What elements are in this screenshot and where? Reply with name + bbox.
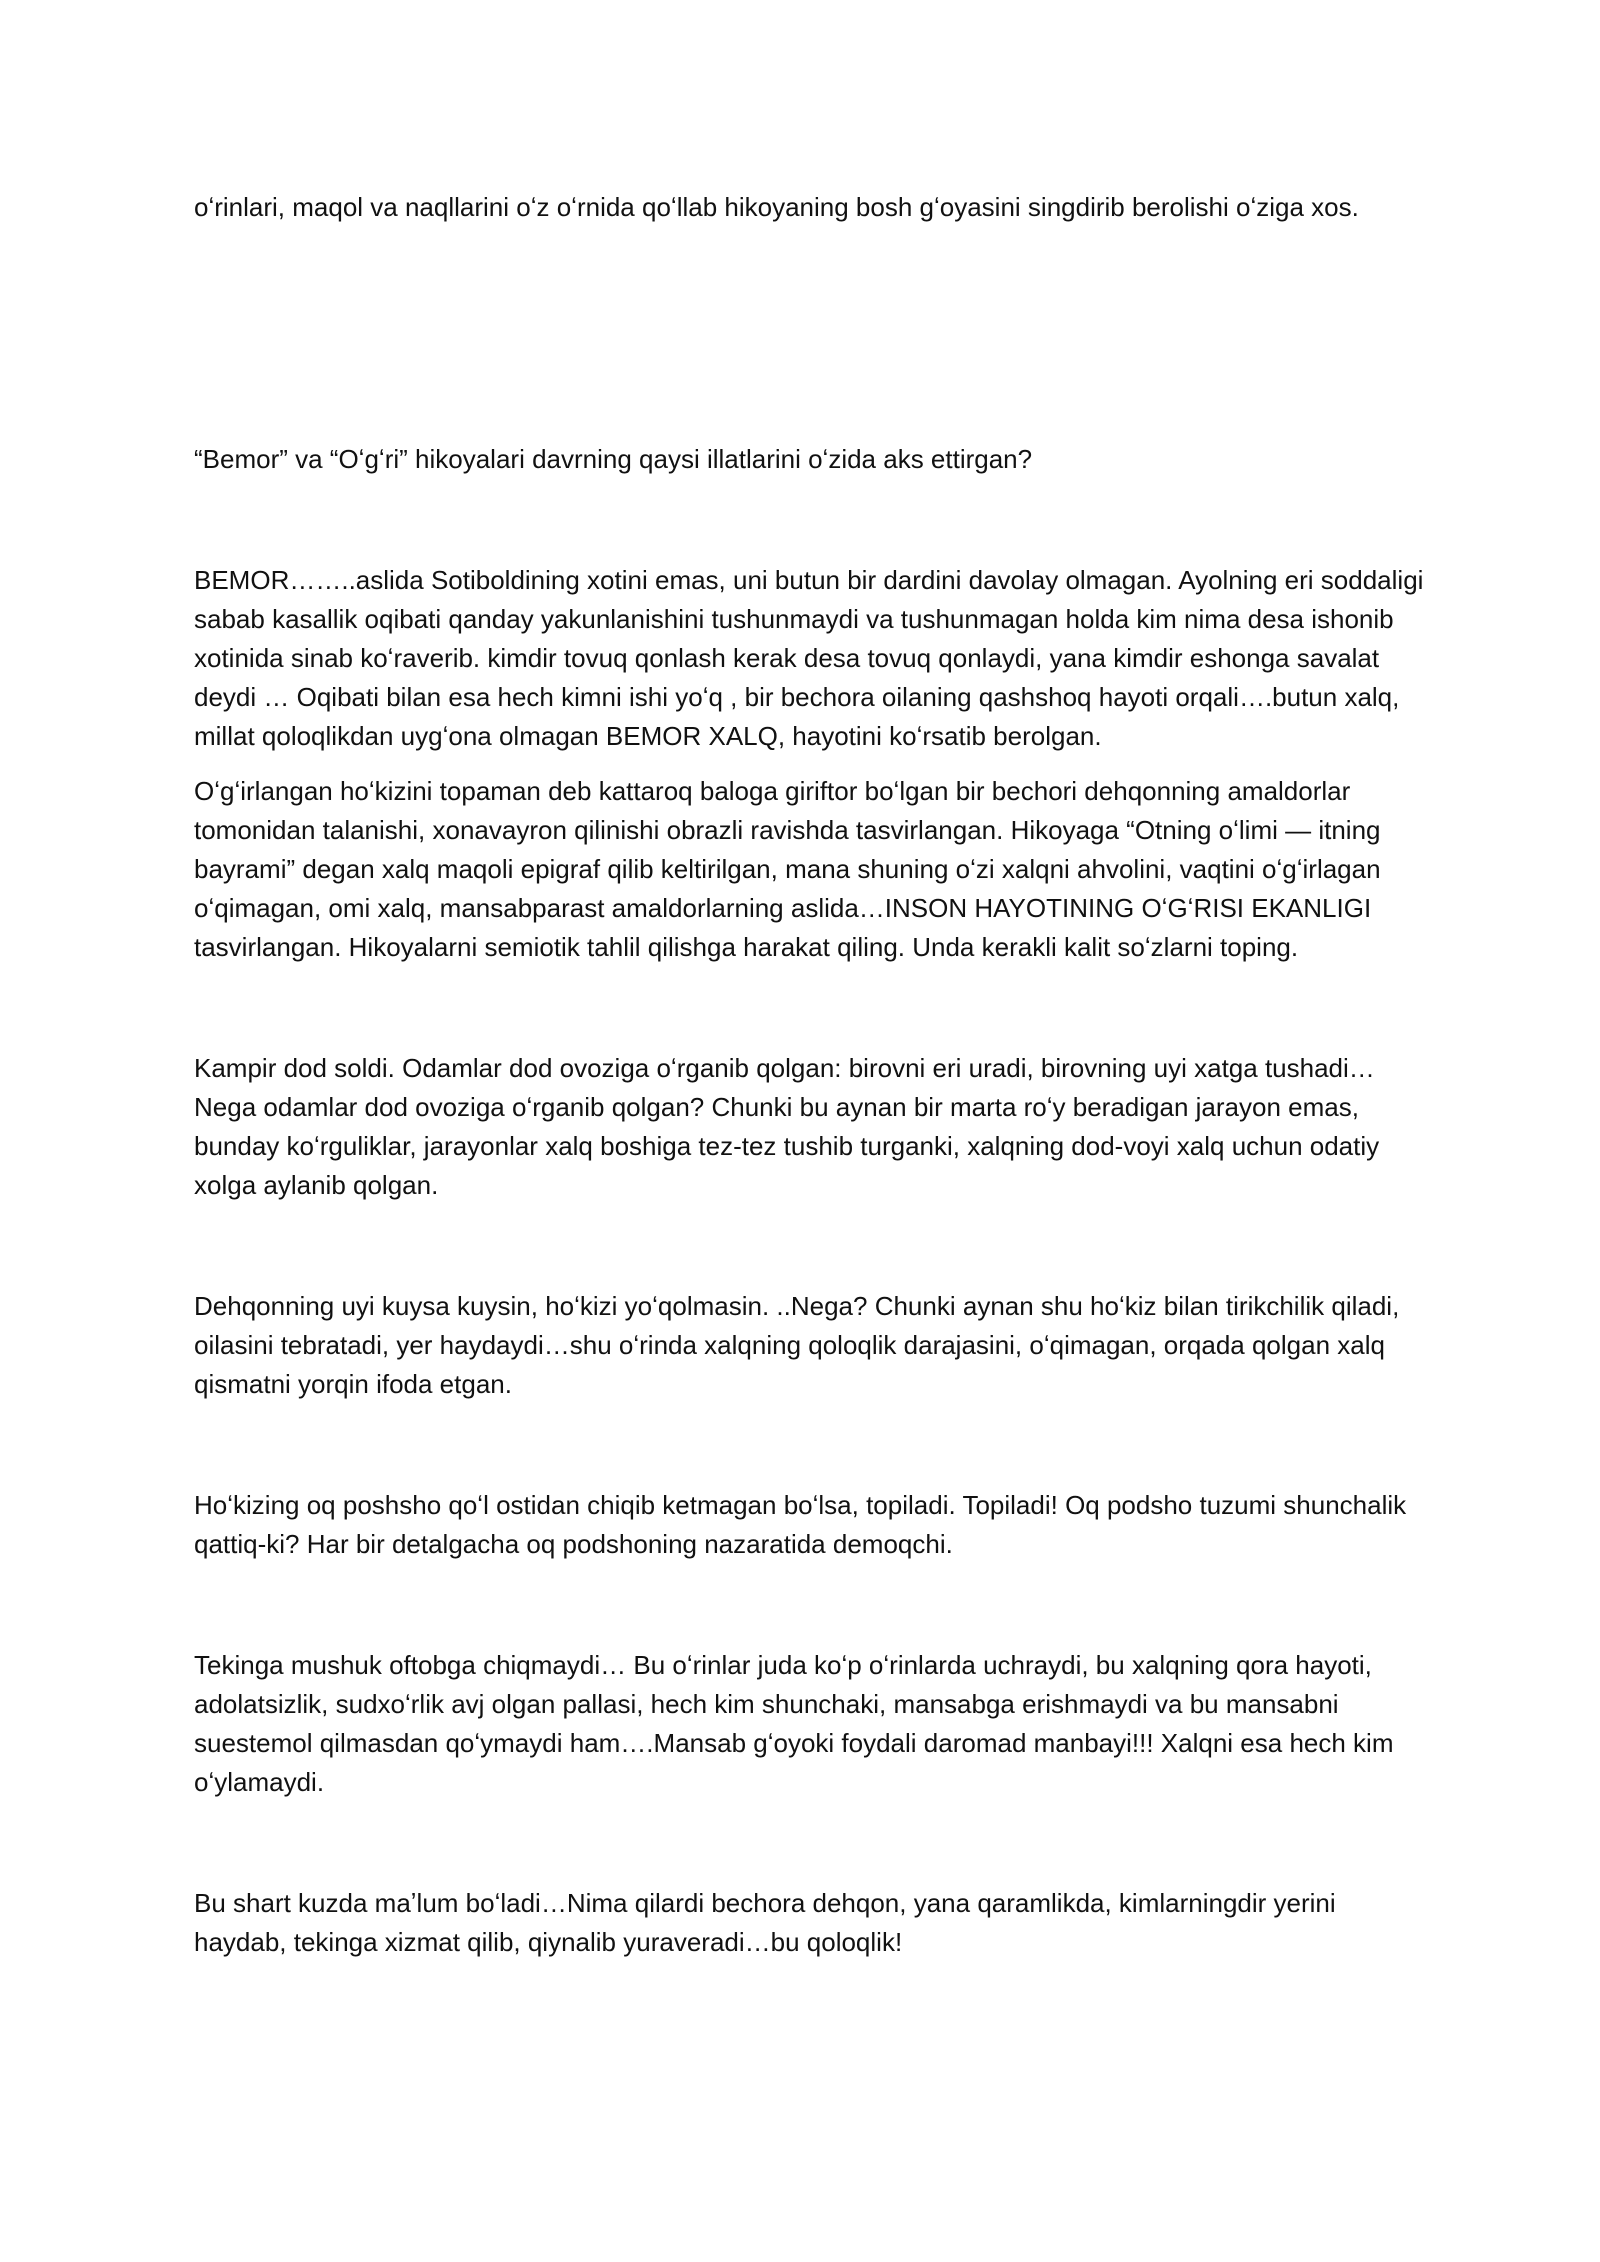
question-heading: “Bemor” va “Oʻgʻri” hikoyalari davrning qaysi illatlarini oʻzida aks ettirgan? [194, 444, 1033, 474]
paragraph-tekinga: Tekinga mushuk oftobga chiqmaydi… Bu oʻrinlar juda koʻp oʻrinlarda uchraydi, bu xalqning qora hayoti, adolatsizlik, sudxoʻrlik avj olgan pallasi, hech kim shunchaki, mansabga erishmaydi va bu mansabni suestemol qilmasdan qoʻymaydi ham….Mansab gʻoyoki foydali daromad manbayi!!! Xalqni esa hech kim oʻylamaydi. [194, 1650, 1394, 1797]
paragraph-hokiz: Hoʻkizing oq poshsho qoʻl ostidan chiqib ketmagan boʻlsa, topiladi. Topiladi! Oq podsho tuzumi shunchalik qattiq-ki? Har bir detalgacha oq podshoning nazaratida demoqchi. [194, 1490, 1407, 1559]
paragraph-shart: Bu shart kuzda maʼlum boʻladi…Nima qilardi bechora dehqon, yana qaramlikda, kimlarningdir yerini haydab, tekinga xizmat qilib, qiynalib yuraveradi…bu qoloqlik! [194, 1888, 1336, 1957]
paragraph-intro-continuation: oʻrinlari, maqol va naqllarini oʻz oʻrnida qoʻllab hikoyaning bosh gʻoyasini singdirib berolishi oʻziga xos. [194, 192, 1359, 222]
paragraph-ogri: Oʻgʻirlangan hoʻkizini topaman deb kattaroq baloga giriftor boʻlgan bir bechori dehqonning amaldorlar tomonidan talanishi, xonavayron qilinishi obrazli ravishda tasvirlangan. Hikoyaga “Otning oʻlimi — itning bayrami” degan xalq maqoli epigraf qilib keltirilgan, mana shuning oʻzi xalqni ahvolini, vaqtini oʻgʻirlagan oʻqimagan, omi xalq, mansabparast amaldorlarning aslida…INSON HAYOTINING OʻGʻRISI EKANLIGI tasvirlangan. Hikoyalarni semiotik tahlil qilishga harakat qiling. Unda kerakli kalit soʻzlarni toping. [194, 776, 1381, 962]
paragraph-kampir: Kampir dod soldi. Odamlar dod ovoziga oʻrganib qolgan: birovni eri uradi, birovning uyi xatga tushadi… Nega odamlar dod ovoziga oʻrganib qolgan? Chunki bu aynan bir marta roʻy beradigan jarayon emas, bunday koʻrguliklar, jarayonlar xalq boshiga tez-tez tushib turganki, xalqning dod-voyi xalq uchun odatiy xolga aylanib qolgan. [194, 1053, 1380, 1200]
paragraph-bemor: BEMOR……..aslida Sotiboldining xotini emas, uni butun bir dardini davolay olmagan. Ayolning eri soddaligi sabab kasallik oqibati qanday yakunlanishini tushunmaydi va tushunmagan holda kim nima desa ishonib xotinida sinab koʻraverib. kimdir tovuq qonlash kerak desa tovuq qonlaydi, yana kimdir eshonga savalat deydi … Oqibati bilan esa hech kimni ishi yoʻq , bir bechora oilaning qashshoq hayoti orqali….butun xalq, millat qoloqlikdan uygʻona olmagan BEMOR XALQ, hayotini koʻrsatib berolgan. [194, 565, 1424, 751]
paragraph-dehqon: Dehqonning uyi kuysa kuysin, hoʻkizi yoʻqolmasin. ..Nega? Chunki aynan shu hoʻkiz bilan tirikchilik qiladi, oilasini tebratadi, yer haydaydi…shu oʻrinda xalqning qoloqlik darajasini, oʻqimagan, orqada qolgan xalq qismatni yorqin ifoda etgan. [194, 1291, 1400, 1399]
document-body [194, 188, 1424, 1962]
